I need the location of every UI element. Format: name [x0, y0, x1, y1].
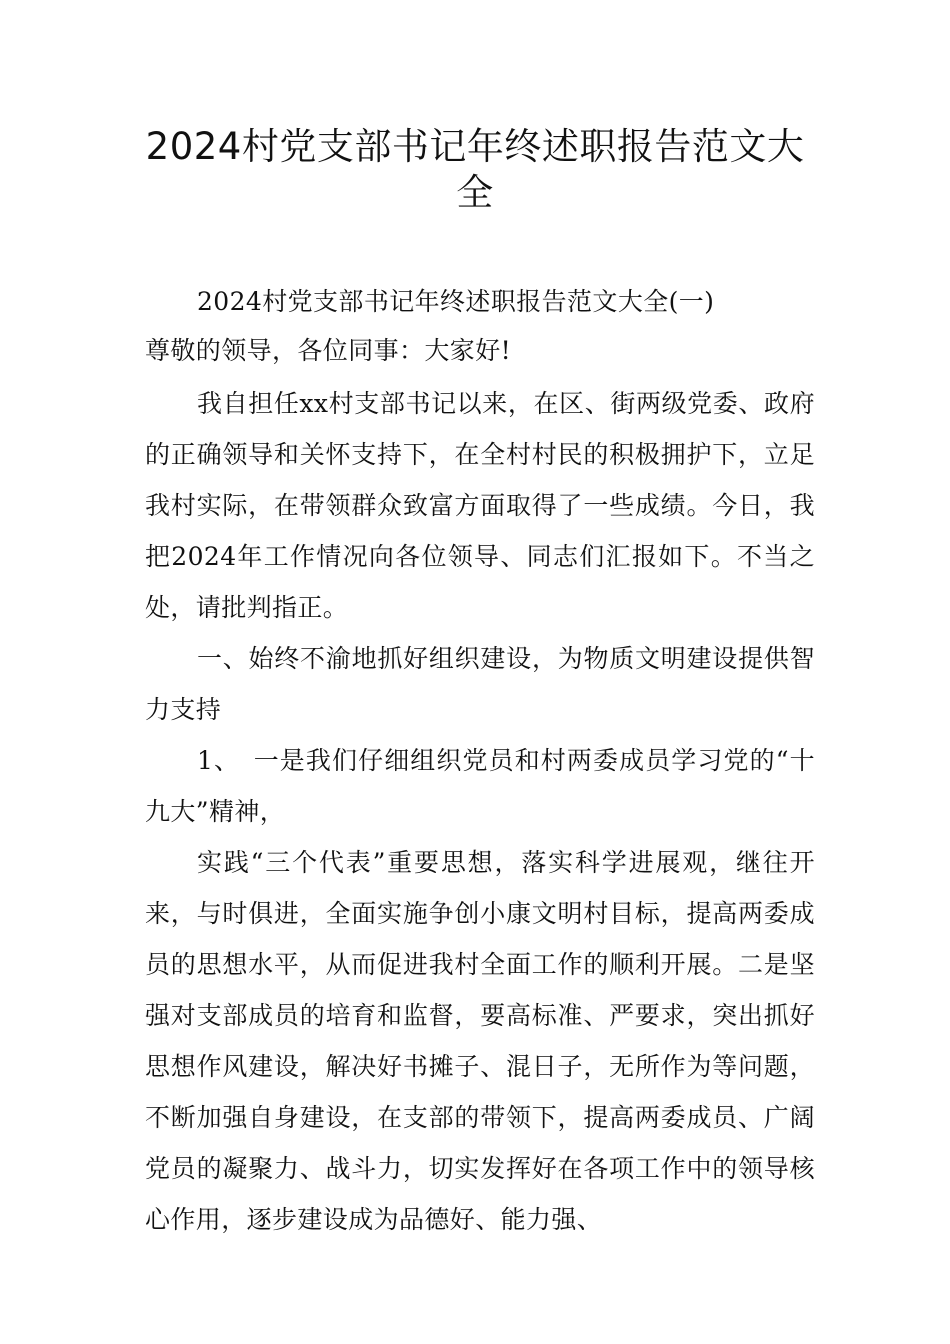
- section-subtitle: 2024村党支部书记年终述职报告范文大全(一): [197, 287, 715, 316]
- list-item-1: 1、 一是我们仔细组织党员和村两委成员学习党的“十九大”精神，: [145, 746, 815, 826]
- paragraph-practice: 实践“三个代表”重要思想，落实科学进展观，继往开来，与时俱进，全面实施争创小康文明村目标，提高两委成员的思想水平，从而促进我村全面工作的顺利开展。二是坚强对支部成员的培育和监督，要高标准、严要求，突出抓好思想作风建设，解决好书摊子、混日子，无所作为等问题，不断加强自身建设，在支部的带领下，提高两委成员、广阔党员的凝聚力、战斗力，切实发挥好在各项工作中的领导核心作用，逐步建设成为品德好、能力强、: [145, 848, 815, 1234]
- document-body: [145, 280, 815, 1245]
- title-line-1: 2024村党支部书记年终述职报告范文大: [145, 125, 805, 168]
- greeting-line: 尊敬的领导，各位同事：大家好!: [145, 336, 512, 365]
- title-line-2: 全: [456, 171, 494, 214]
- document-title: [120, 124, 830, 216]
- paragraph-intro: 我自担任xx村支部书记以来，在区、街两级党委、政府的正确领导和关怀支持下，在全村村民的积极拥护下，立足我村实际，在带领群众致富方面取得了一些成绩。今日，我把2024年工作情况向各位领导、同志们汇报如下。不当之处，请批判指正。: [145, 389, 815, 622]
- section-heading-1: 一、始终不渝地抓好组织建设，为物质文明建设提供智力支持: [145, 644, 815, 724]
